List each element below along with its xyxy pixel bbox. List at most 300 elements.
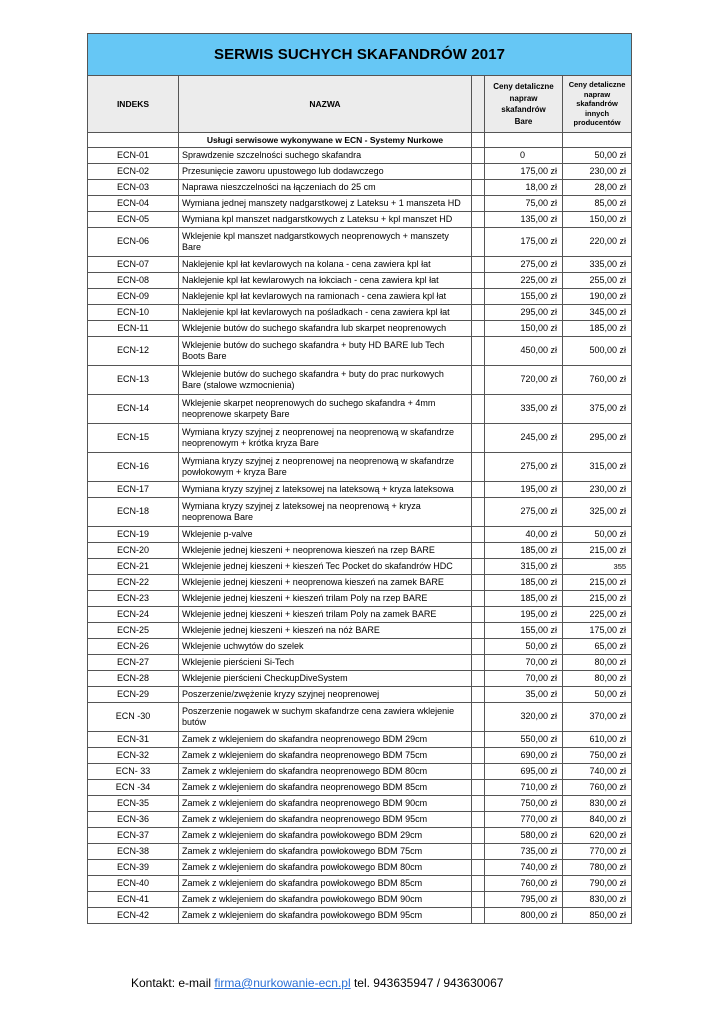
price-other: 150,00 zł xyxy=(563,212,632,228)
table-row xyxy=(88,305,632,321)
price-bare: 315,00 zł xyxy=(485,559,563,575)
row-service-name xyxy=(179,212,472,228)
table-row xyxy=(88,844,632,860)
price-bare: 155,00 zł xyxy=(485,289,563,305)
row-index: ECN-28 xyxy=(88,671,179,687)
row-service-name xyxy=(179,828,472,844)
service-name-line: Sprawdzenie szczelności suchego skafandra xyxy=(182,149,362,160)
service-name-line: Naklejenie kpl łat kewlarowych na łokciach - cena zawiera kpl łat xyxy=(182,274,439,285)
service-name-line: Poszerzenie nogawek w suchym skafandrze cena zawiera wklejenie xyxy=(182,705,455,716)
price-bare: 40,00 zł xyxy=(485,527,563,543)
price-bare: 735,00 zł xyxy=(485,844,563,860)
row-service-name xyxy=(179,305,472,321)
row-service-name xyxy=(179,812,472,828)
price-other: 760,00 zł xyxy=(563,780,632,796)
price-bare: 185,00 zł xyxy=(485,591,563,607)
table-row xyxy=(88,366,632,395)
row-index: ECN-31 xyxy=(88,732,179,748)
row-index: ECN-20 xyxy=(88,543,179,559)
row-index: ECN-19 xyxy=(88,527,179,543)
price-table xyxy=(87,33,632,924)
row-spacer xyxy=(472,498,485,527)
table-row xyxy=(88,796,632,812)
table-row xyxy=(88,639,632,655)
price-bare: 70,00 zł xyxy=(485,671,563,687)
price-bare: 335,00 zł xyxy=(485,395,563,424)
price-bare: 175,00 zł xyxy=(485,164,563,180)
row-service-name xyxy=(179,289,472,305)
service-name-line: Wymiana kryzy szyjnej z lateksowej na neoprenową + kryza xyxy=(182,500,421,511)
row-service-name xyxy=(179,321,472,337)
table-row xyxy=(88,732,632,748)
row-spacer xyxy=(472,337,485,366)
row-index: ECN-22 xyxy=(88,575,179,591)
price-other: 230,00 zł xyxy=(563,164,632,180)
price-other: 50,00 zł xyxy=(563,148,632,164)
price-other: 850,00 zł xyxy=(563,908,632,924)
price-other: 190,00 zł xyxy=(563,289,632,305)
column-header-price-bare: Ceny detaliczne napraw skafandrów Bare xyxy=(485,76,563,133)
price-other: 830,00 zł xyxy=(563,892,632,908)
service-name-line: Zamek z wklejeniem do skafandra neoprenowego BDM 29cm xyxy=(182,733,428,744)
table-row xyxy=(88,395,632,424)
column-header-index: INDEKS xyxy=(88,76,179,133)
row-index: ECN-09 xyxy=(88,289,179,305)
service-name-line: Wklejenie pierścieni Si-Tech xyxy=(182,656,295,667)
service-name-line: Zamek z wklejeniem do skafandra powłokowego BDM 85cm xyxy=(182,877,423,888)
price-bare: 795,00 zł xyxy=(485,892,563,908)
row-spacer xyxy=(472,453,485,482)
service-name-line: Wklejenie jednej kieszeni + kieszeń trilam Poly na zamek BARE xyxy=(182,608,437,619)
row-spacer xyxy=(472,748,485,764)
row-service-name xyxy=(179,703,472,732)
price-bare: 710,00 zł xyxy=(485,780,563,796)
row-spacer xyxy=(472,543,485,559)
price-other: 335,00 zł xyxy=(563,257,632,273)
table-row xyxy=(88,453,632,482)
price-other: 215,00 zł xyxy=(563,543,632,559)
price-bare: 760,00 zł xyxy=(485,876,563,892)
row-spacer xyxy=(472,780,485,796)
row-index: ECN-21 xyxy=(88,559,179,575)
row-index: ECN-16 xyxy=(88,453,179,482)
service-name-line: Naprawa nieszczelności na łączeniach do 25 cm xyxy=(182,181,376,192)
row-index: ECN-12 xyxy=(88,337,179,366)
row-spacer xyxy=(472,732,485,748)
row-spacer xyxy=(472,828,485,844)
row-service-name xyxy=(179,687,472,703)
price-bare: 275,00 zł xyxy=(485,453,563,482)
row-index: ECN-37 xyxy=(88,828,179,844)
row-spacer xyxy=(472,289,485,305)
table-row xyxy=(88,703,632,732)
row-service-name xyxy=(179,257,472,273)
row-spacer xyxy=(472,321,485,337)
table-row xyxy=(88,498,632,527)
service-name-line: Bare xyxy=(182,242,202,252)
price-bare: 770,00 zł xyxy=(485,812,563,828)
price-bare: 185,00 zł xyxy=(485,543,563,559)
row-index: ECN-26 xyxy=(88,639,179,655)
row-index: ECN-27 xyxy=(88,655,179,671)
row-spacer xyxy=(472,876,485,892)
row-service-name xyxy=(179,273,472,289)
price-bare: 70,00 zł xyxy=(485,655,563,671)
service-name-line: Wklejenie jednej kieszeni + kieszeń na nóż BARE xyxy=(182,624,380,635)
row-service-name xyxy=(179,424,472,453)
table-row xyxy=(88,623,632,639)
service-name-line: Zamek z wklejeniem do skafandra neoprenowego BDM 90cm xyxy=(182,797,428,808)
table-row xyxy=(88,273,632,289)
row-spacer xyxy=(472,703,485,732)
price-bare: 800,00 zł xyxy=(485,908,563,924)
price-bare: 225,00 zł xyxy=(485,273,563,289)
row-service-name xyxy=(179,671,472,687)
price-other: 80,00 zł xyxy=(563,655,632,671)
table-row xyxy=(88,812,632,828)
price-other: 230,00 zł xyxy=(563,482,632,498)
row-spacer xyxy=(472,180,485,196)
price-bare: 320,00 zł xyxy=(485,703,563,732)
price-bare: 185,00 zł xyxy=(485,575,563,591)
row-service-name xyxy=(179,844,472,860)
row-service-name xyxy=(179,148,472,164)
service-name-line: Zamek z wklejeniem do skafandra neoprenowego BDM 80cm xyxy=(182,765,428,776)
price-bare: 75,00 zł xyxy=(485,196,563,212)
row-index: ECN-08 xyxy=(88,273,179,289)
service-name-line: Wymiana kryzy szyjnej z neoprenowej na neoprenową w skafandrze xyxy=(182,426,455,437)
price-other: 840,00 zł xyxy=(563,812,632,828)
row-spacer xyxy=(472,591,485,607)
row-service-name xyxy=(179,607,472,623)
service-name-line: neoprenowe skarpety Bare xyxy=(182,409,290,419)
row-spacer xyxy=(472,273,485,289)
row-spacer xyxy=(472,623,485,639)
price-other: 760,00 zł xyxy=(563,366,632,395)
column-header-spacer xyxy=(472,76,485,133)
row-spacer xyxy=(472,908,485,924)
row-index: ECN-38 xyxy=(88,844,179,860)
table-row xyxy=(88,671,632,687)
price-other: 315,00 zł xyxy=(563,453,632,482)
price-other: 215,00 zł xyxy=(563,591,632,607)
service-name-line: Wklejenie p-valve xyxy=(182,528,253,539)
table-row xyxy=(88,527,632,543)
service-name-line: Wklejenie skarpet neoprenowych do suchego skafandra + 4mm xyxy=(182,397,436,408)
table-row xyxy=(88,780,632,796)
row-spacer xyxy=(472,527,485,543)
price-other: 830,00 zł xyxy=(563,796,632,812)
price-other: 175,00 zł xyxy=(563,623,632,639)
contact-email-link[interactable]: firma@nurkowanie-ecn.pl xyxy=(214,976,351,990)
table-row xyxy=(88,212,632,228)
row-service-name xyxy=(179,559,472,575)
row-service-name xyxy=(179,543,472,559)
row-service-name xyxy=(179,732,472,748)
row-index: ECN-39 xyxy=(88,860,179,876)
table-row xyxy=(88,828,632,844)
row-index: ECN-42 xyxy=(88,908,179,924)
price-other: 780,00 zł xyxy=(563,860,632,876)
service-name-line: Bare (stalowe wzmocnienia) xyxy=(182,380,295,390)
service-name-line: neoprenowa Bare xyxy=(182,512,254,522)
row-spacer xyxy=(472,212,485,228)
row-spacer xyxy=(472,844,485,860)
row-spacer xyxy=(472,424,485,453)
service-name-line: Zamek z wklejeniem do skafandra powłokowego BDM 75cm xyxy=(182,845,423,856)
row-index: ECN-25 xyxy=(88,623,179,639)
service-name-line: Naklejenie kpl łat kevlarowych na pośladkach - cena zawiera kpl łat xyxy=(182,306,450,317)
row-spacer xyxy=(472,148,485,164)
row-service-name xyxy=(179,876,472,892)
row-index: ECN-14 xyxy=(88,395,179,424)
service-name-line: Poszerzenie/zwężenie kryzy szyjnej neoprenowej xyxy=(182,688,380,699)
service-name-line: Wklejenie jednej kieszeni + neoprenowa kieszeń na rzep BARE xyxy=(182,544,435,555)
row-service-name xyxy=(179,180,472,196)
table-row xyxy=(88,196,632,212)
price-other: 770,00 zł xyxy=(563,844,632,860)
table-row xyxy=(88,687,632,703)
table-row xyxy=(88,876,632,892)
row-index: ECN- 33 xyxy=(88,764,179,780)
contact-line xyxy=(131,976,503,990)
row-spacer xyxy=(472,196,485,212)
row-index: ECN-04 xyxy=(88,196,179,212)
row-service-name xyxy=(179,892,472,908)
row-service-name xyxy=(179,860,472,876)
price-bare: 295,00 zł xyxy=(485,305,563,321)
row-spacer xyxy=(472,482,485,498)
price-bare: 245,00 zł xyxy=(485,424,563,453)
table-row xyxy=(88,543,632,559)
contact-phone: tel. 943635947 / 943630067 xyxy=(350,976,504,990)
price-bare: 135,00 zł xyxy=(485,212,563,228)
service-name-line: Naklejenie kpl łat kevlarowych na kolana - cena zawiera kpl łat xyxy=(182,258,431,269)
service-name-line: Wklejenie jednej kieszeni + kieszeń Tec Pocket do skafandrów HDC xyxy=(182,560,453,571)
table-row xyxy=(88,337,632,366)
price-other: 355 xyxy=(563,559,632,575)
row-service-name xyxy=(179,748,472,764)
row-spacer xyxy=(472,164,485,180)
table-row xyxy=(88,424,632,453)
table-row xyxy=(88,591,632,607)
row-spacer xyxy=(472,764,485,780)
price-other: 610,00 zł xyxy=(563,732,632,748)
price-bare: 195,00 zł xyxy=(485,482,563,498)
row-spacer xyxy=(472,812,485,828)
price-bare: 150,00 zł xyxy=(485,321,563,337)
section-spacer xyxy=(485,133,563,148)
row-index: ECN -30 xyxy=(88,703,179,732)
price-other: 500,00 zł xyxy=(563,337,632,366)
row-spacer xyxy=(472,639,485,655)
price-other: 345,00 zł xyxy=(563,305,632,321)
table-row xyxy=(88,748,632,764)
service-name-line: Zamek z wklejeniem do skafandra neoprenowego BDM 75cm xyxy=(182,749,428,760)
price-bare: 195,00 zł xyxy=(485,607,563,623)
price-other: 28,00 zł xyxy=(563,180,632,196)
table-row xyxy=(88,607,632,623)
row-service-name xyxy=(179,395,472,424)
section-spacer xyxy=(563,133,632,148)
row-service-name xyxy=(179,196,472,212)
price-other: 620,00 zł xyxy=(563,828,632,844)
table-row xyxy=(88,148,632,164)
price-other: 790,00 zł xyxy=(563,876,632,892)
row-index: ECN-29 xyxy=(88,687,179,703)
table-row xyxy=(88,482,632,498)
row-spacer xyxy=(472,305,485,321)
row-spacer xyxy=(472,687,485,703)
price-other: 50,00 zł xyxy=(563,687,632,703)
row-index: ECN-11 xyxy=(88,321,179,337)
price-bare: 18,00 zł xyxy=(485,180,563,196)
price-bare: 740,00 zł xyxy=(485,860,563,876)
price-other: 225,00 zł xyxy=(563,607,632,623)
price-other: 295,00 zł xyxy=(563,424,632,453)
row-spacer xyxy=(472,671,485,687)
price-other: 370,00 zł xyxy=(563,703,632,732)
price-bare: 155,00 zł xyxy=(485,623,563,639)
service-name-line: powłokowym + kryza Bare xyxy=(182,467,287,477)
row-service-name xyxy=(179,498,472,527)
price-other: 750,00 zł xyxy=(563,748,632,764)
column-header-name: NAZWA xyxy=(179,76,472,133)
price-other: 325,00 zł xyxy=(563,498,632,527)
service-name-line: Wklejenie jednej kieszeni + kieszeń trilam Poly na rzep BARE xyxy=(182,592,428,603)
row-service-name xyxy=(179,575,472,591)
service-name-line: Wklejenie butów do suchego skafandra lub skarpet neoprenowych xyxy=(182,322,447,333)
service-name-line: Wklejenie butów do suchego skafandra + buty HD BARE lub Tech xyxy=(182,339,445,350)
price-other: 185,00 zł xyxy=(563,321,632,337)
service-name-line: Zamek z wklejeniem do skafandra powłokowego BDM 29cm xyxy=(182,829,423,840)
row-index: ECN-24 xyxy=(88,607,179,623)
section-label: Usługi serwisowe wykonywane w ECN - Systemy Nurkowe xyxy=(179,133,472,148)
row-index: ECN-36 xyxy=(88,812,179,828)
table-row xyxy=(88,228,632,257)
table-row xyxy=(88,892,632,908)
row-index: ECN-13 xyxy=(88,366,179,395)
price-other: 215,00 zł xyxy=(563,575,632,591)
price-bare: 750,00 zł xyxy=(485,796,563,812)
row-spacer xyxy=(472,607,485,623)
row-service-name xyxy=(179,366,472,395)
price-bare: 275,00 zł xyxy=(485,257,563,273)
price-sheet xyxy=(87,33,631,924)
row-index: ECN-41 xyxy=(88,892,179,908)
price-bare: 0 xyxy=(485,148,563,164)
row-index: ECN-05 xyxy=(88,212,179,228)
row-spacer xyxy=(472,655,485,671)
row-spacer xyxy=(472,892,485,908)
service-name-line: butów xyxy=(182,717,207,727)
table-row xyxy=(88,655,632,671)
row-index: ECN-01 xyxy=(88,148,179,164)
service-name-line: Zamek z wklejeniem do skafandra neoprenowego BDM 85cm xyxy=(182,781,428,792)
row-index: ECN-02 xyxy=(88,164,179,180)
row-service-name xyxy=(179,591,472,607)
row-index: ECN-15 xyxy=(88,424,179,453)
price-bare: 275,00 zł xyxy=(485,498,563,527)
row-service-name xyxy=(179,764,472,780)
price-other: 220,00 zł xyxy=(563,228,632,257)
service-name-line: Wymiana kryzy szyjnej z lateksowej na lateksową + kryza lateksowa xyxy=(182,483,454,494)
table-row xyxy=(88,575,632,591)
row-index: ECN-35 xyxy=(88,796,179,812)
price-bare: 720,00 zł xyxy=(485,366,563,395)
row-service-name xyxy=(179,527,472,543)
price-bare: 50,00 zł xyxy=(485,639,563,655)
service-name-line: Wklejenie butów do suchego skafandra + buty do prac nurkowych xyxy=(182,368,444,379)
row-spacer xyxy=(472,395,485,424)
row-index: ECN-40 xyxy=(88,876,179,892)
table-row xyxy=(88,257,632,273)
row-spacer xyxy=(472,575,485,591)
service-name-line: Przesunięcie zaworu upustowego lub dodawczego xyxy=(182,165,384,176)
table-row xyxy=(88,559,632,575)
service-name-line: Boots Bare xyxy=(182,351,227,361)
row-service-name xyxy=(179,228,472,257)
service-name-line: Zamek z wklejeniem do skafandra powłokowego BDM 90cm xyxy=(182,893,423,904)
price-other: 50,00 zł xyxy=(563,527,632,543)
price-other: 80,00 zł xyxy=(563,671,632,687)
service-name-line: Zamek z wklejeniem do skafandra powłokowego BDM 80cm xyxy=(182,861,423,872)
service-name-line: Naklejenie kpl łat kevlarowych na ramionach - cena zawiera kpl łat xyxy=(182,290,447,301)
price-bare: 695,00 zł xyxy=(485,764,563,780)
price-other: 65,00 zł xyxy=(563,639,632,655)
contact-prefix: Kontakt: e-mail xyxy=(131,976,215,990)
row-service-name xyxy=(179,796,472,812)
row-index: ECN-32 xyxy=(88,748,179,764)
row-spacer xyxy=(472,366,485,395)
price-bare: 550,00 zł xyxy=(485,732,563,748)
column-header-price-other: Ceny detaliczne napraw skafandrów innych producentów xyxy=(563,76,632,133)
row-spacer xyxy=(472,228,485,257)
service-name-line: Wklejenie pierścieni CheckupDiveSystem xyxy=(182,672,348,683)
row-index: ECN -34 xyxy=(88,780,179,796)
price-bare: 690,00 zł xyxy=(485,748,563,764)
row-index: ECN-10 xyxy=(88,305,179,321)
table-row xyxy=(88,860,632,876)
row-service-name xyxy=(179,780,472,796)
price-bare: 175,00 zł xyxy=(485,228,563,257)
row-service-name xyxy=(179,639,472,655)
row-index: ECN-07 xyxy=(88,257,179,273)
row-service-name xyxy=(179,655,472,671)
price-bare: 450,00 zł xyxy=(485,337,563,366)
service-name-line: Zamek z wklejeniem do skafandra powłokowego BDM 95cm xyxy=(182,909,423,920)
row-service-name xyxy=(179,164,472,180)
row-spacer xyxy=(472,860,485,876)
table-row xyxy=(88,289,632,305)
price-other: 85,00 zł xyxy=(563,196,632,212)
row-spacer xyxy=(472,796,485,812)
row-service-name xyxy=(179,908,472,924)
price-other: 255,00 zł xyxy=(563,273,632,289)
table-row xyxy=(88,180,632,196)
row-index: ECN-18 xyxy=(88,498,179,527)
row-index: ECN-06 xyxy=(88,228,179,257)
row-service-name xyxy=(179,453,472,482)
service-name-line: neoprenowym + krótka kryza Bare xyxy=(182,438,319,448)
section-spacer xyxy=(472,133,485,148)
price-bare: 580,00 zł xyxy=(485,828,563,844)
price-other: 740,00 zł xyxy=(563,764,632,780)
service-name-line: Wklejenie jednej kieszeni + neoprenowa kieszeń na zamek BARE xyxy=(182,576,444,587)
service-name-line: Wklejenie kpl manszet nadgarstkowych neoprenowych + manszety xyxy=(182,230,449,241)
table-row xyxy=(88,908,632,924)
row-index: ECN-17 xyxy=(88,482,179,498)
